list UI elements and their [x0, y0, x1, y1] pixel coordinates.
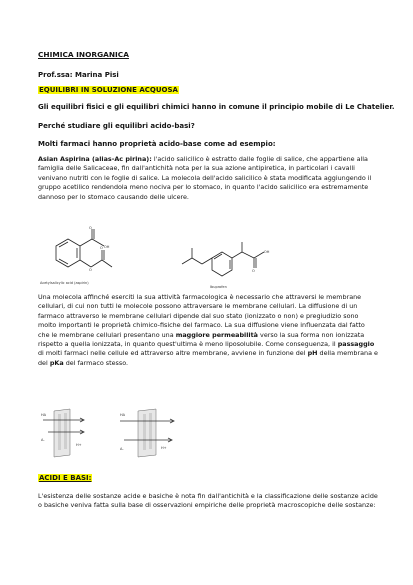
aspirin-caption: Acetylsalicylic acid (aspirin): [40, 281, 89, 285]
svg-text:OH: OH: [104, 245, 110, 249]
membrane-label-1: HA: [41, 413, 47, 417]
aspirin-paragraph: [38, 155, 378, 202]
svg-text:O: O: [89, 226, 92, 230]
author-line: Prof.ssa: Marina Pisi: [38, 71, 119, 79]
aspirin-text: l'acido salicilico è estratto dalle foglie di salice, che appartiene alla famiglia delle Salicaceae, fin dall'antichità nota per la sua azione antipiretica, in particolari i cavalli venivano nutriti con le foglie di salice. La molecola dell'acido salicilico è stata modificata aggiungendo il gruppo acetilico rendendola meno nociva per lo stomaco, in quanto l'acido salicilico era estremamente dannoso per lo stomaco causando delle ulcere.: [38, 155, 372, 201]
section-title-equilibri: [38, 86, 179, 95]
question1-text: Gli equilibri fisici e gli equilibri chimici hanno in comune il: [38, 103, 267, 111]
section-title-acidi-basi: [38, 474, 92, 483]
question-le-chatelier: [38, 103, 394, 112]
membrane-text-5: del farmaco stesso.: [65, 358, 129, 367]
ibuprofen-caption: Ibuprofen: [210, 285, 227, 289]
membrane-highlight-4: pKa: [49, 358, 64, 367]
membrane-label-3: H+: [76, 443, 82, 447]
membrane-text-2: verso la sua forma non ionizzata rispetto a quella ionizzata, in quanto quest'ultima è meno liposolubile. Come conseguenza, il: [38, 330, 365, 349]
aspirin-label: Asian Aspirina (alias-Ac pirina):: [38, 155, 152, 163]
svg-text:O: O: [100, 246, 103, 250]
membrane-highlight-3: pH: [307, 349, 318, 358]
membrane-label-5: A-: [120, 447, 124, 451]
section-title-highlight: EQUILIBRI IN SOLUZIONE ACQUOSA: [39, 86, 178, 94]
membrane-highlight-2: passaggio: [337, 340, 375, 349]
membrane-label-2: A-: [41, 438, 45, 442]
question-acid-base: Perché studiare gli equilibri acido-basi?: [38, 122, 195, 130]
intro-line: Molti farmaci hanno proprietà acido-base come ad esempio:: [38, 140, 276, 148]
membrane-text-1: Una molecola affinché eserciti la sua attività farmacologica è necessario che attraversi le membrane cellulari, di cui non tutti le molecole possono attraversare le membrane cellulari. La diffusione di un farmaco attraverso le membrane cellulari dipende dal suo stato (ionizzato o non) e pregiudizio sono molto importanti le proprietà chimico-fisiche del farmaco. La sua diffusione viene influenzata dal fatto che le membrane cellulari presentano una: [38, 293, 365, 339]
membrane-text-4: della membrana e del: [38, 349, 378, 367]
svg-text:OH: OH: [264, 250, 270, 254]
section2-highlight: ACIDI E BASI:: [39, 474, 92, 482]
ibuprofen-structure-figure: [172, 238, 288, 300]
membrane-text-3: di molti farmaci nelle cellule ed attraverso altre membrane, avviene in funzione del: [38, 349, 306, 358]
acid-base-paragraph: L'esistenza delle sostanze acide e basiche è nota fin dall'antichità e la classificazione delle sostanze acide o basiche veniva fatta sulla base di osservazioni empiriche delle proprietà macroscopiche delle sostanze:: [38, 492, 378, 510]
membrane-paragraph: [38, 293, 378, 368]
aspirin-structure-figure: [36, 226, 156, 288]
membrane-label-4: HA: [120, 413, 126, 417]
question1-emphasis: principio mobile di Le Chatelier.: [269, 103, 395, 111]
document-title: CHIMICA INORGANICA: [38, 50, 129, 59]
svg-text:O: O: [252, 269, 255, 273]
membrane-diffusion-figure: [38, 406, 208, 460]
svg-text:O: O: [89, 268, 92, 272]
membrane-highlight-1: maggiore permeabilità: [175, 330, 258, 339]
membrane-label-6: H+: [161, 446, 167, 450]
